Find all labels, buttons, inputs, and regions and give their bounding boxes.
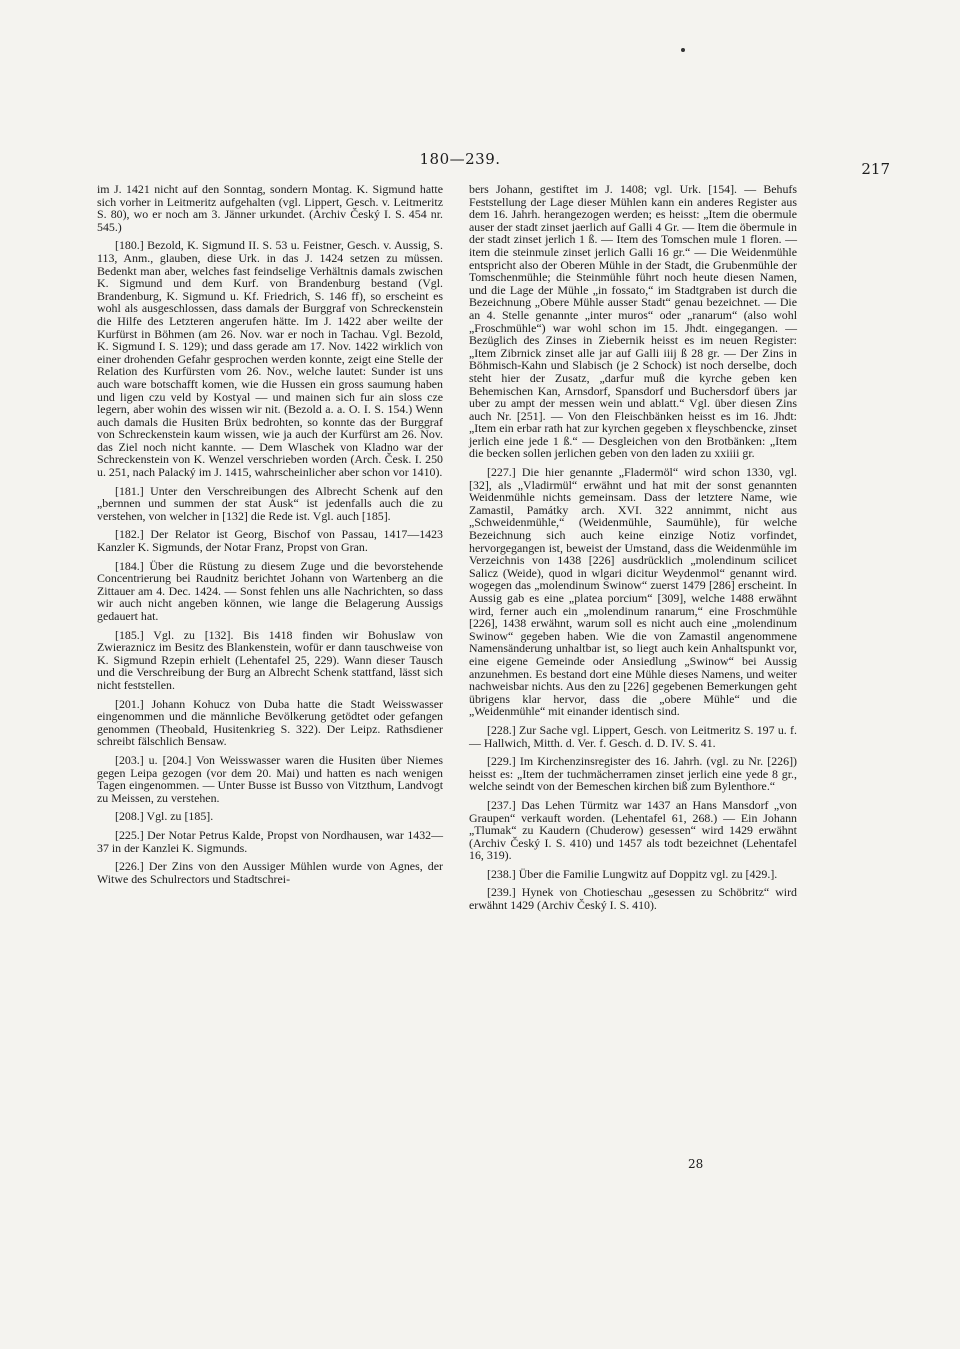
paragraph: [227.] Die hier genannte „Fladermöl“ wird schon 1330, vgl. [32], als „Vladirmül“ erwähnt und hat mit der sonst genannten Weidenmühle nichts gemeinsam. Dass der letztere Name, wie Zamastil, Památky arch. XVI. 322 annimmt, nicht aus „Schweidenmühle,“ (Weidenmühle, Saumühle), für welche Bezeichnung sich auch keine einzige Notiz vorfindet, hervorgegangen ist, beweist der Umstand, dass die Weidenmühle im Verzeichnis von 1438 [226] ausdrücklich „molendinum scilicet Salicz (Weide), quod in wlgari dicitur Weydenmol“ genannt wird. wogegen das „molendinum Swinow“ zuerst 1479 [286] erscheint. In Aussig gab es eine „platea porcium“ [309], welche 1488 erwähnt wird, ferner auch ein „molendinum ranarum,“ eine Froschmühle [226], 1438 erwähnt, warum soll es nicht auch eine „molendinum Swinow“ gegeben haben. Wie die von Zamastil angenommene Namensänderung unhaltbar ist, so liegt auch kein Anhaltspunkt vor, eine eigene Gemeinde oder Ansiedlung „Swinow“ bei Aussig anzunehmen. Es bestand dort eine Mühle dieses Namens, und weiter nachweisbar nichts. Aus den zu [226] gegebenen Bemerkungen geht übrigens klar hervor, dass die „obere Mühle“ und die „Weidenmühle“ mit einander identisch sind.: [469, 465, 797, 719]
paragraph: [239.] Hynek von Chotieschau „gesessen zu Schöbritz“ wird erwähnt 1429 (Archiv Český I. S. 410).: [469, 885, 797, 913]
paragraph: [228.] Zur Sache vgl. Lippert, Gesch. von Leitmeritz S. 197 u. f. — Hallwich, Mitth. d. Ver. f. Gesch. d. D. IV. S. 41.: [469, 722, 797, 750]
paragraph: [225.] Der Notar Petrus Kalde, Propst von Nordhausen, war 1432—37 in der Kanzlei K. Sigmunds.: [97, 827, 443, 855]
paragraph: [182.] Der Relator ist Georg, Bischof von Passau, 1417—1423 Kanzler K. Sigmunds, der Notar Franz, Propst von Gran.: [97, 527, 443, 555]
signature-mark: 28: [688, 1157, 704, 1171]
paragraph: [226.] Der Zins von den Aussiger Mühlen wurde von Agnes, der Witwe des Schulrectors und Stadtschrei-: [97, 859, 443, 886]
paragraph: [201.] Johann Kohucz von Duba hatte die Stadt Weisswasser eingenommen und die männliche Bevölkerung getödtet oder gefangen genommen (Theobald, Husitenkrieg S. 322). Der Leipz. Rathsdiener schreibt fälschlich Bensaw.: [97, 696, 443, 749]
paragraph: [184.] Über die Rüstung zu diesem Zuge und die bevorstehende Concentrierung bei Raudnitz berichtet Johann von Wartenberg an die Zittauer am 4. Dec. 1424. — Sonst fehlen uns alle Nachrichten, so dass wir auch nicht angeben können, wie lange die Belagerung Aussigs gedauert hat.: [97, 558, 443, 623]
paragraph: [208.] Vgl. zu [185].: [115, 809, 214, 824]
ink-dot: [681, 48, 685, 52]
paragraph: im J. 1421 nicht auf den Sonntag, sondern Montag. K. Sigmund hatte sich vorher in Leitmeritz aufgehalten (vgl. Lippert, Gesch. v. Leitmeritz S. 80), wo er noch am 3. Jänner urkundet. (Archiv Český I. S. 454 nr. 545.): [97, 182, 443, 234]
paragraph: [229.] Im Kirchenzinsregister des 16. Jahrh. (vgl. zu Nr. [226]) heisst es: „Item der tuchmächerramen zinset jerlich eine yede 8 gr., welche seindt von der Bemeschen kirchen biß zum Bylenthore.“: [469, 754, 797, 794]
paragraph: [181.] Unter den Verschreibungen des Albrecht Schenk auf den „bernnen und summen der stat Ausk“ ist jedenfalls auch die zu verstehen, von welcher in [132] die Rede ist. Vgl. auch [185].: [97, 483, 443, 523]
paragraph: [238.] Über die Familie Lungwitz auf Doppitz vgl. zu [429.].: [487, 866, 778, 881]
paragraph: [185.] Vgl. zu [132]. Bis 1418 finden wir Bohuslaw von Zwieraznicz im Besitz des Blankenstein, wofür er dann tauschweise von K. Sigmund Rzepin erhielt (Lehentafel 25, 229). Wann dieser Tausch und die Verschreibung der Burg an Albrecht Schenk stattfand, lässt sich nicht feststellen.: [97, 627, 443, 692]
page-number: 217: [861, 160, 890, 178]
left-column: [97, 183, 443, 891]
running-head: 180—239.: [419, 150, 501, 168]
right-column: [469, 183, 797, 918]
paragraph: [180.] Bezold, K. Sigmund II. S. 53 u. Feistner, Gesch. v. Aussig, S. 113, Anm., glauben, diese Urk. in das J. 1424 setzen zu müssen. Bedenkt man aber, welches fast feindselige Verhältnis damals zwischen K. Sigmund und dem Kurf. von Brandenburg bestand (Vgl. Brandenburg, K. Sigmund u. Kf. Friedrich, S. 146 ff), so erscheint es wohl als ausgeschlossen, dass damals der Burggraf von Schreckenstein die Hilfe des Letzteren angerufen hätte. Im J. 1422 aber weilte der Kurfürst in Böhmen (am 26. Nov. war er noch in Tachau. Vgl. Bezold, K. Sigmund I. S. 129); und dass gerade am 17. Nov. 1422 wirklich von einer drohenden Gefahr gesprochen werden konnte, zeigt eine Stelle der Relation des Kurfürsten vom 26. Nov., welche lautet: Sunder ist uns auch ware botschafft komen, wie die Hussen ein gross saumung haben und ligen czu veld by Kostyal — und mainen sich fur ain sloss cze legern, aber wohin des wissen wir nit. (Bezold a. a. O. I. S. 154.) Wenn auch damals die Husiten Brüx bedrohten, so konnte das der Burggraf von Schreckenstein kaum wissen, wie ja auch der Kurfürst am 26. Nov. das Ziel noch nicht kannte. — Dem Wlaschek von Kladno war der Schreckenstein von K. Wenzel verschrieben worden (Arch. Česk. I. 250 u. 251, nach Palacký im J. 1415, wahrscheinlicher aber schon vor 1410).: [97, 238, 443, 480]
paragraph: [203.] u. [204.] Von Weisswasser waren die Husiten über Niemes gegen Leipa gezogen (vor dem 20. Mai) und hatten es nach wenigen Tagen eingenommen. — Unter Busse ist Busso von Vitzthum, Landvogt zu Meissen, zu verstehen.: [97, 752, 443, 805]
paragraph: [237.] Das Lehen Türmitz war 1437 an Hans Mansdorf „von Graupen“ verkauft worden. (Lehentafel 61, 268.) — Ein Johann „Tlumak“ zu Kaudern (Chuderow) gesessen“ wird 1429 erwähnt (Archiv Český I. S. 410) und 1457 als todt bezeichnet (Lehentafel 16, 319).: [469, 797, 797, 863]
paragraph: bers Johann, gestiftet im J. 1408; vgl. Urk. [154]. — Behufs Feststellung der Lage dieser Mühlen kann ein anderes Register aus dem 16. Jahrh. herangezogen werden; es heisst: „Item die obermule auser der stadt zinset jaerlich auf Galli 4 Gr. — Item die öbermule in der stadt zinset jerlich 1 ß. — Item des Tomschen mule 1 floren. — item die steinmule zinset jerlich Galli 16 gr.“ — Die Weidenmühle entspricht also der Oberen Mühle in der Stadt, die Grubenmühle der Tomschenmühle; die Steinmühle führt noch heute diesen Namen, und die Lage der Mühle „in fossato,“ im Stadtgraben ist durch die Bezeichnung „Obere Mühle ausser Stadt“ genau bezeichnet. — Die an 4. Stelle genannte „inter muros“ oder „ranarum“ (also wohl „Froschmühle“) war wohl schon im 15. Jhdt. eingegangen. — Bezüglich des Zinses in Ziebernik heisst es im neuen Register: „Item Zibrnick zinset alle jar auf Galli iiij ß 28 gr. — Der Zins in Böhmisch-Kahn und Slabisch (je 2 Schock) ist noch derselbe, doch steht hier der Zusatz, „darfur muß die kyrche geben ken Behemischen Kan, Arnsdorf, Spansdorf und Buchersdorf übers jar uber zu ampt der messen wein und ablatt.“ Vgl. über diesen Zins auch Nr. [251]. — Von den Fleischbänken heisst es im 16. Jhdt: „Item ein erbar rath hat zur kyrchen gegeben x fleyschbencke, zinset jerlich eine jede 1 ß.“ — Desgleichen von den Brotbänken: „Item die becken sollen jerlichen geben von den laden zu xxiiii gr.: [469, 182, 797, 461]
